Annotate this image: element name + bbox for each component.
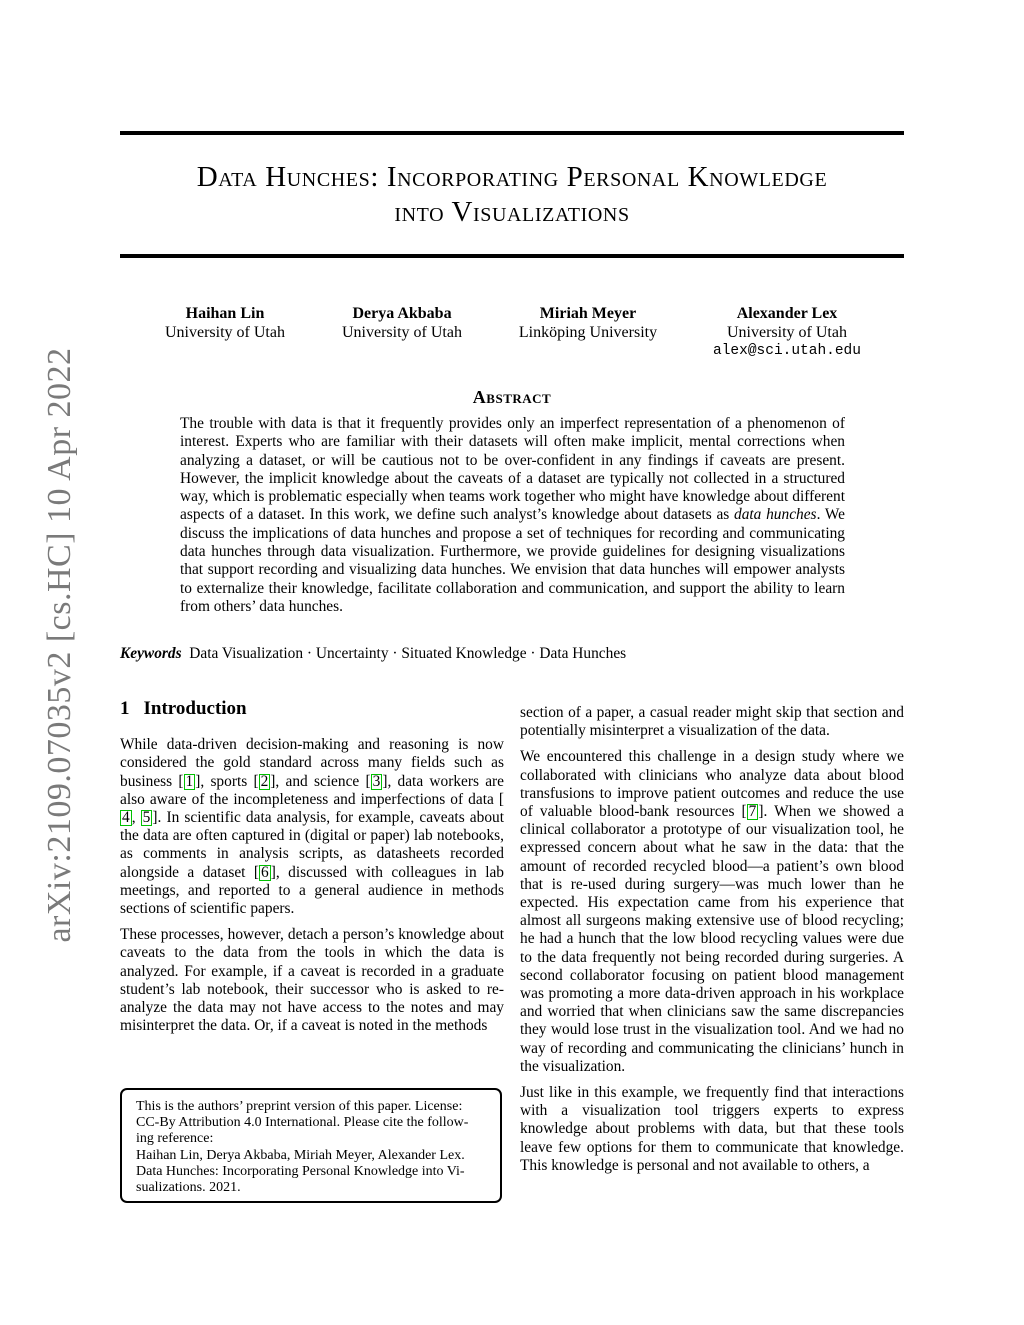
notice-line: ing reference: (136, 1131, 214, 1147)
section-title: Introduction (143, 698, 247, 719)
paragraph-text: ]. When we showed a clinical collaborator a prototype of our visualization tool, he expressed concern about what he saw in the data: that the amount of recorded recycled blood—a patient’s own blood that is re-used during surgery—was much lower than he expected. His expectation came from his experience that almost all surgeons making extensive use of blood recycling; he had a hunch that the low blood recycling values were due to the data frequently not being recorded during surgeries. A second collaborator focusing on patient blood management was promoting a more data-driven approach in his workplace and worried that when clinicians saw the same discrepancies they would lose trust in the visualization tool. And we had no way of recording and communicating the clinicians’ hunch in the visualization. (520, 803, 904, 1075)
paper-title (120, 160, 904, 230)
citation-link[interactable]: 1 (185, 772, 194, 790)
paragraph (120, 736, 504, 918)
abstract-body (180, 415, 845, 616)
paragraph-text: We encountered this challenge in a design study where we collaborated with clinicians who analyze data about blood transfusions to improve patient outcomes and reduce the use of valuable blood-bank resources [ (520, 748, 904, 821)
notice-line: sualizations. 2021. (136, 1180, 241, 1196)
author-affiliation: Linköping University (518, 324, 658, 341)
paragraph-text: ], and science [ (270, 772, 371, 790)
abstract-emphasis: data hunches (734, 506, 817, 524)
notice-line: Haihan Lin, Derya Akbaba, Miriah Meyer, Alexander Lex. (136, 1147, 465, 1163)
title-rule-bottom (120, 254, 904, 258)
keywords-label: Keywords (120, 645, 182, 662)
citation-link[interactable]: 5 (142, 809, 151, 827)
abstract-heading: Abstract (472, 387, 552, 407)
preprint-notice-box (120, 1088, 502, 1203)
author-3 (483, 304, 693, 342)
paragraph (520, 748, 904, 1076)
author-4 (682, 304, 892, 361)
notice-line: This is the authors’ preprint version of this paper. License: (136, 1099, 463, 1114)
citation-link[interactable]: 7 (748, 803, 757, 821)
abstract-text: The trouble with data is that it frequently provides only an imperfect representation of a phenomenon of interest. Experts who are familiar with their datasets will often make implicit, mental corrections when analyzing a dataset, or will be cautious not to be over-confident in any findings if caveats are present. However, the implicit knowledge about the caveats of a dataset are typically not collected in a structured way, which is problematic especially when teams work together who might have knowledge about different aspects of a dataset. In this work, we define such analyst’s knowledge about datasets as (180, 415, 845, 524)
paragraph-text: ], data workers are also aware of the incompleteness and imperfections of data [ (120, 772, 504, 808)
citation-link[interactable]: 3 (372, 772, 381, 790)
author-name: Miriah Meyer (539, 305, 637, 322)
paragraph: Just like in this example, we frequently find that interactions with a visualization tool triggers experts to express knowledge about problems with data, but that these tools leave few options for them to communicate that knowledge. This knowledge is personal and not available to others, a (520, 1084, 904, 1174)
notice-line: Data Hunches: Incorporating Personal Knowledge into Vi- (136, 1163, 465, 1179)
section-heading (120, 700, 504, 718)
paragraph: These processes, however, detach a person’s knowledge about caveats to the data from the tools in which the data is analyzed. For example, if a caveat is recorded in a graduate student’s lab notebook, their successor who is asked to re-analyze the data may not have access to the notes and may misinterpret the data. Or, if a caveat is noted in the methods (120, 926, 504, 1035)
author-name: Haihan Lin (185, 305, 265, 322)
keywords-text: Data Visualization · Uncertainty · Situated Knowledge · Data Hunches (189, 645, 627, 662)
paragraph-text: , (131, 809, 141, 827)
paragraph-text: ], sports [ (195, 772, 259, 790)
title-line-2: into Visualizations (394, 196, 630, 228)
citation-link[interactable]: 2 (260, 772, 269, 790)
author-email[interactable]: alex@sci.utah.edu (713, 343, 861, 359)
right-column (520, 704, 904, 1183)
paragraph-text: While data-driven decision-making and reasoning is now considered the gold standard across many fields such as business [ (120, 736, 504, 790)
paragraph-text: ]. In scientific data analysis, for example, caveats about the data are often captured in (digital or paper) lab notebooks, as comments in analysis scripts, as datasheets recorded alongside a dataset [ (120, 809, 504, 881)
abstract-text: . We discuss the implications of data hunches and propose a set of techniques for recording and communicating data hunches through data visualization. Furthermore, we provide guidelines for designing visualizations that support recording and visualizing data hunches. We envision that data hunches will empower analysts to externalize their knowledge, facilitate collaboration and communication, and support the ability to learn from others’ data hunches. (180, 506, 845, 615)
citation-link[interactable]: 6 (261, 863, 269, 881)
author-affiliation: University of Utah (727, 324, 847, 341)
author-2 (297, 304, 507, 342)
keywords-line (120, 645, 904, 663)
left-column (120, 700, 504, 1043)
paragraph: section of a paper, a casual reader might skip that section and potentially misinterpret a visualization of the data. (520, 704, 904, 740)
title-line-1: Data Hunches: Incorporating Personal Knowledge (196, 161, 828, 193)
arxiv-identifier: arXiv:2109.07035v2 [cs.HC] 10 Apr 2022 (41, 347, 78, 943)
author-affiliation: University of Utah (342, 324, 462, 341)
paragraph-text: ], discussed with colleagues in lab meetings, and reported to a general audience in methods sections of scientific papers. (120, 863, 504, 918)
author-affiliation: University of Utah (165, 324, 285, 341)
title-rule-top (120, 131, 904, 135)
notice-line: CC-By Attribution 4.0 International. Please cite the follow- (136, 1115, 469, 1131)
section-number: 1 (120, 698, 130, 719)
author-name: Derya Akbaba (352, 305, 452, 322)
citation-link[interactable]: 4 (122, 809, 130, 827)
author-name: Alexander Lex (736, 305, 838, 322)
